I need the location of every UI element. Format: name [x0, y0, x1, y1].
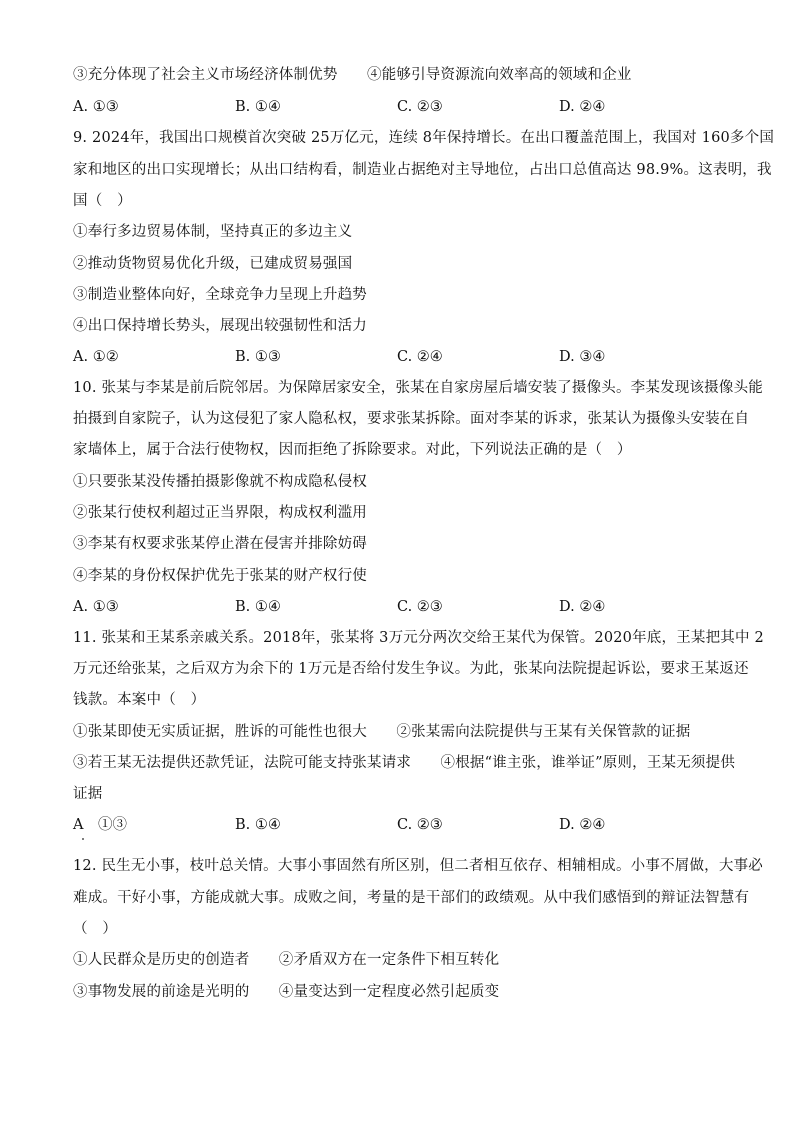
- q11-stem-line-2: 万元还给张某，之后双方为余下的 1万元是否给付发生争议。为此，张某向法院提起诉讼，要求王某返还: [73, 661, 749, 677]
- q9-option-a: A. ①②: [73, 349, 119, 365]
- q8-option-a: A. ①③: [73, 99, 119, 115]
- q9-statement-3: ③制造业整体向好，全球竞争力呈现上升趋势: [73, 287, 367, 303]
- q11-stem-line-3: 钱款。本案中（ ）: [73, 692, 206, 708]
- q10-stem-line-2: 拍摄到自家院子，认为这侵犯了家人隐私权，要求张某拆除。面对李某的诉求，张某认为摄像头安装在自: [73, 411, 750, 427]
- q11-option-d: D. ②④: [559, 817, 606, 833]
- q10-option-c: C. ②③: [397, 599, 443, 615]
- q9-option-c: C. ②④: [397, 349, 443, 365]
- q10-option-b: B. ①④: [235, 599, 281, 615]
- q9-statement-4: ④出口保持增长势头，展现出较强韧性和活力: [73, 318, 367, 334]
- q10-statement-1: ①只要张某没传播拍摄影像就不构成隐私侵权: [73, 474, 367, 490]
- q10-option-a: A. ①③: [73, 599, 119, 615]
- q12-statement-line-2: ③事物发展的前途是光明的 ④量变达到一定程度必然引起质变: [73, 984, 500, 1000]
- q9-option-b: B. ①③: [235, 349, 281, 365]
- q9-statement-1: ①奉行多边贸易体制，坚持真正的多边主义: [73, 224, 353, 240]
- q9-statement-2: ②推动货物贸易优化升级，已建成贸易强国: [73, 256, 353, 272]
- q9-option-d: D. ③④: [559, 349, 606, 365]
- q12-stem-line-2: 难成。干好小事，方能成就大事。成败之间，考量的是干部们的政绩观。从中我们感悟到的辩证法智慧有: [73, 890, 750, 906]
- q9-stem-line-1: 9. 2024年，我国出口规模首次突破 25万亿元，连续 8年保持增长。在出口覆盖范围上，我国对 160多个国: [73, 130, 775, 146]
- q11-option-a: A ①③: [73, 817, 127, 833]
- q10-statement-2: ②张某行使权利超过正当界限，构成权利滥用: [73, 505, 367, 521]
- q9-stem-line-2: 家和地区的出口实现增长；从出口结构看，制造业占据绝对主导地位，占出口总值高达 98.9%。这表明，我: [73, 162, 772, 178]
- q11-option-c: C. ②③: [397, 817, 443, 833]
- q11-statement-line-2: ③若王某无法提供还款凭证，法院可能支持张某请求 ④根据“谁主张，谁举证”原则，王某无须提供: [73, 755, 736, 771]
- q10-stem-line-1: 10. 张某与李某是前后院邻居。为保障居家安全，张某在自家房屋后墙安装了摄像头。李某发现该摄像头能: [73, 380, 763, 396]
- q8-option-b: B. ①④: [235, 99, 281, 115]
- q10-statement-4: ④李某的身份权保护优先于张某的财产权行使: [73, 568, 367, 584]
- q9-stem-line-3: 国（ ）: [73, 193, 132, 209]
- q10-statement-3: ③李某有权要求张某停止潜在侵害并排除妨碍: [73, 536, 367, 552]
- q11-statement-line-3: 证据: [73, 786, 103, 802]
- q12-stem-line-3: （ ）: [73, 921, 118, 937]
- stray-dot-mark: [82, 838, 84, 840]
- q11-option-b: B. ①④: [235, 817, 281, 833]
- q8-option-c: C. ②③: [397, 99, 443, 115]
- q8-statement-line: ③充分体现了社会主义市场经济体制优势 ④能够引导资源流向效率高的领域和企业: [73, 67, 632, 83]
- q11-statement-line-1: ①张某即使无实质证据，胜诉的可能性也很大 ②张某需向法院提供与王某有关保管款的证据: [73, 724, 691, 740]
- q11-stem-line-1: 11. 张某和王某系亲戚关系。2018年，张某将 3万元分两次交给王某代为保管。2020年底，王某把其中 2: [73, 630, 764, 646]
- q10-stem-line-3: 家墙体上，属于合法行使物权，因而拒绝了拆除要求。对此，下列说法正确的是（ ）: [73, 442, 632, 458]
- q12-statement-line-1: ①人民群众是历史的创造者 ②矛盾双方在一定条件下相互转化: [73, 952, 500, 968]
- q12-stem-line-1: 12. 民生无小事，枝叶总关情。大事小事固然有所区别，但二者相互依存、相辅相成。小事不屑做，大事必: [73, 858, 763, 874]
- q8-option-d: D. ②④: [559, 99, 606, 115]
- q10-option-d: D. ②④: [559, 599, 606, 615]
